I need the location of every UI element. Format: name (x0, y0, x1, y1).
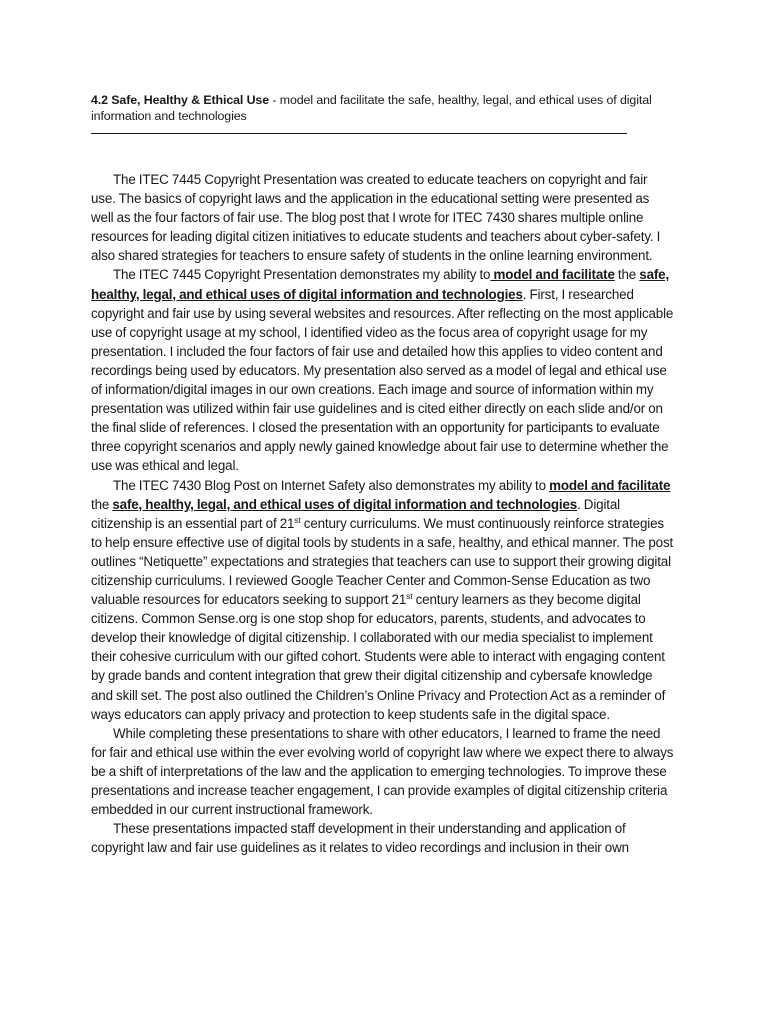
paragraph-3-connector: the (91, 496, 113, 512)
paragraph-2-connector: the (614, 267, 640, 283)
emphasis-standard-text: safe, healthy, legal, and ethical uses of digital information and technologies (112, 496, 578, 512)
paragraph-4 (91, 724, 674, 819)
paragraph-5 (91, 819, 674, 857)
heading-title: 4.2 Safe, Healthy & Ethical Use (91, 93, 270, 107)
paragraph-3-text-c: century learners as they become digital citizens. Common Sense.org is one stop shop for educators, parents, students, and advocates to develop their knowledge of digital citizenship. I collaborated with our media specialist to implement their cohesive curriculum with our gifted cohort. Students were able to interact with engaging content by grade bands and content integration that grew their digital citizenship and cybersafe knowledge and skill set. The post also outlined the Children’s Online Privacy and Protection Act as a reminder of ways educators can apply privacy and protection to keep students safe in the digital space. (91, 592, 666, 722)
paragraph-3-text-b: century curriculums. We must continuously reinforce strategies to help ensure effective use of digital tools by students in a safe, healthy, and ethical manner. The post outlines “Netiquette” expectations and strategies that teachers can use to support their growing digital citizenship curriculums. I reviewed Google Teacher Center and Common-Sense Education as two valuable resources for educators seeking to support 21 (91, 515, 674, 608)
emphasis-model-facilitate: model and facilitate (549, 477, 671, 493)
section-heading (91, 92, 674, 124)
paragraph-2-lead: The ITEC 7445 Copyright Presentation demonstrates my ability to (113, 267, 491, 283)
paragraph-4-text: While completing these presentations to share with other educators, I learned to frame the need for fair and ethical use within the ever evolving world of copyright law where we expect there to always be a shift of interpretations of the law and the application to emerging technologies. To improve these presentations and increase teacher engagement, I can provide examples of digital citizenship criteria embedded in our current instructional framework. (91, 725, 674, 818)
paragraph-3-lead: The ITEC 7430 Blog Post on Internet Safety also demonstrates my ability to (113, 477, 550, 493)
paragraph-2-text: . First, I researched copyright and fair use by using several websites and resources. After reflecting on the most applicable use of copyright usage at my school, I identified video as the focus area of copyright usage for my presentation. I included the four factors of fair use and detailed how this applies to video content and recordings being used by educators. My presentation also served as a model of legal and ethical use of information/digital images in our own creations. Each image and source of information within my presentation was utilized within fair use guidelines and is cited either directly on each slide and/or on the final slide of references. I closed the presentation with an opportunity for participants to evaluate three copyright scenarios and apply newly gained knowledge about fair use to determine whether the use was ethical and legal. (91, 286, 674, 474)
paragraph-3 (91, 476, 674, 724)
emphasis-model-facilitate: model and facilitate (490, 267, 615, 283)
heading-description: - model and facilitate the safe, healthy, legal, and ethical uses of digital information and technologies (91, 93, 652, 123)
superscript-st: st (406, 591, 413, 602)
emphasis-standard-text: safe, healthy, legal, and ethical uses of digital information and technologies (91, 267, 670, 302)
paragraph-3-text-a: . Digital citizenship is an essential part of 21 (91, 496, 620, 531)
document-body (91, 170, 674, 857)
heading-underline-rule (91, 125, 627, 134)
superscript-st: st (294, 514, 301, 525)
paragraph-1 (91, 170, 674, 265)
paragraph-5-text: These presentations impacted staff development in their understanding and application of copyright law and fair use guidelines as it relates to video recordings and inclusion in their own (91, 821, 629, 856)
paragraph-2 (91, 265, 674, 475)
paragraph-1-text: The ITEC 7445 Copyright Presentation was created to educate teachers on copyright and fair use. The basics of copyright laws and the application in the educational setting were presented as well as the four factors of fair use. The blog post that I wrote for ITEC 7430 shares multiple online resources for leading digital citizen initiatives to educate students and teachers about cyber-safety. I also shared strategies for teachers to ensure safety of students in the online learning environment. (91, 172, 661, 264)
